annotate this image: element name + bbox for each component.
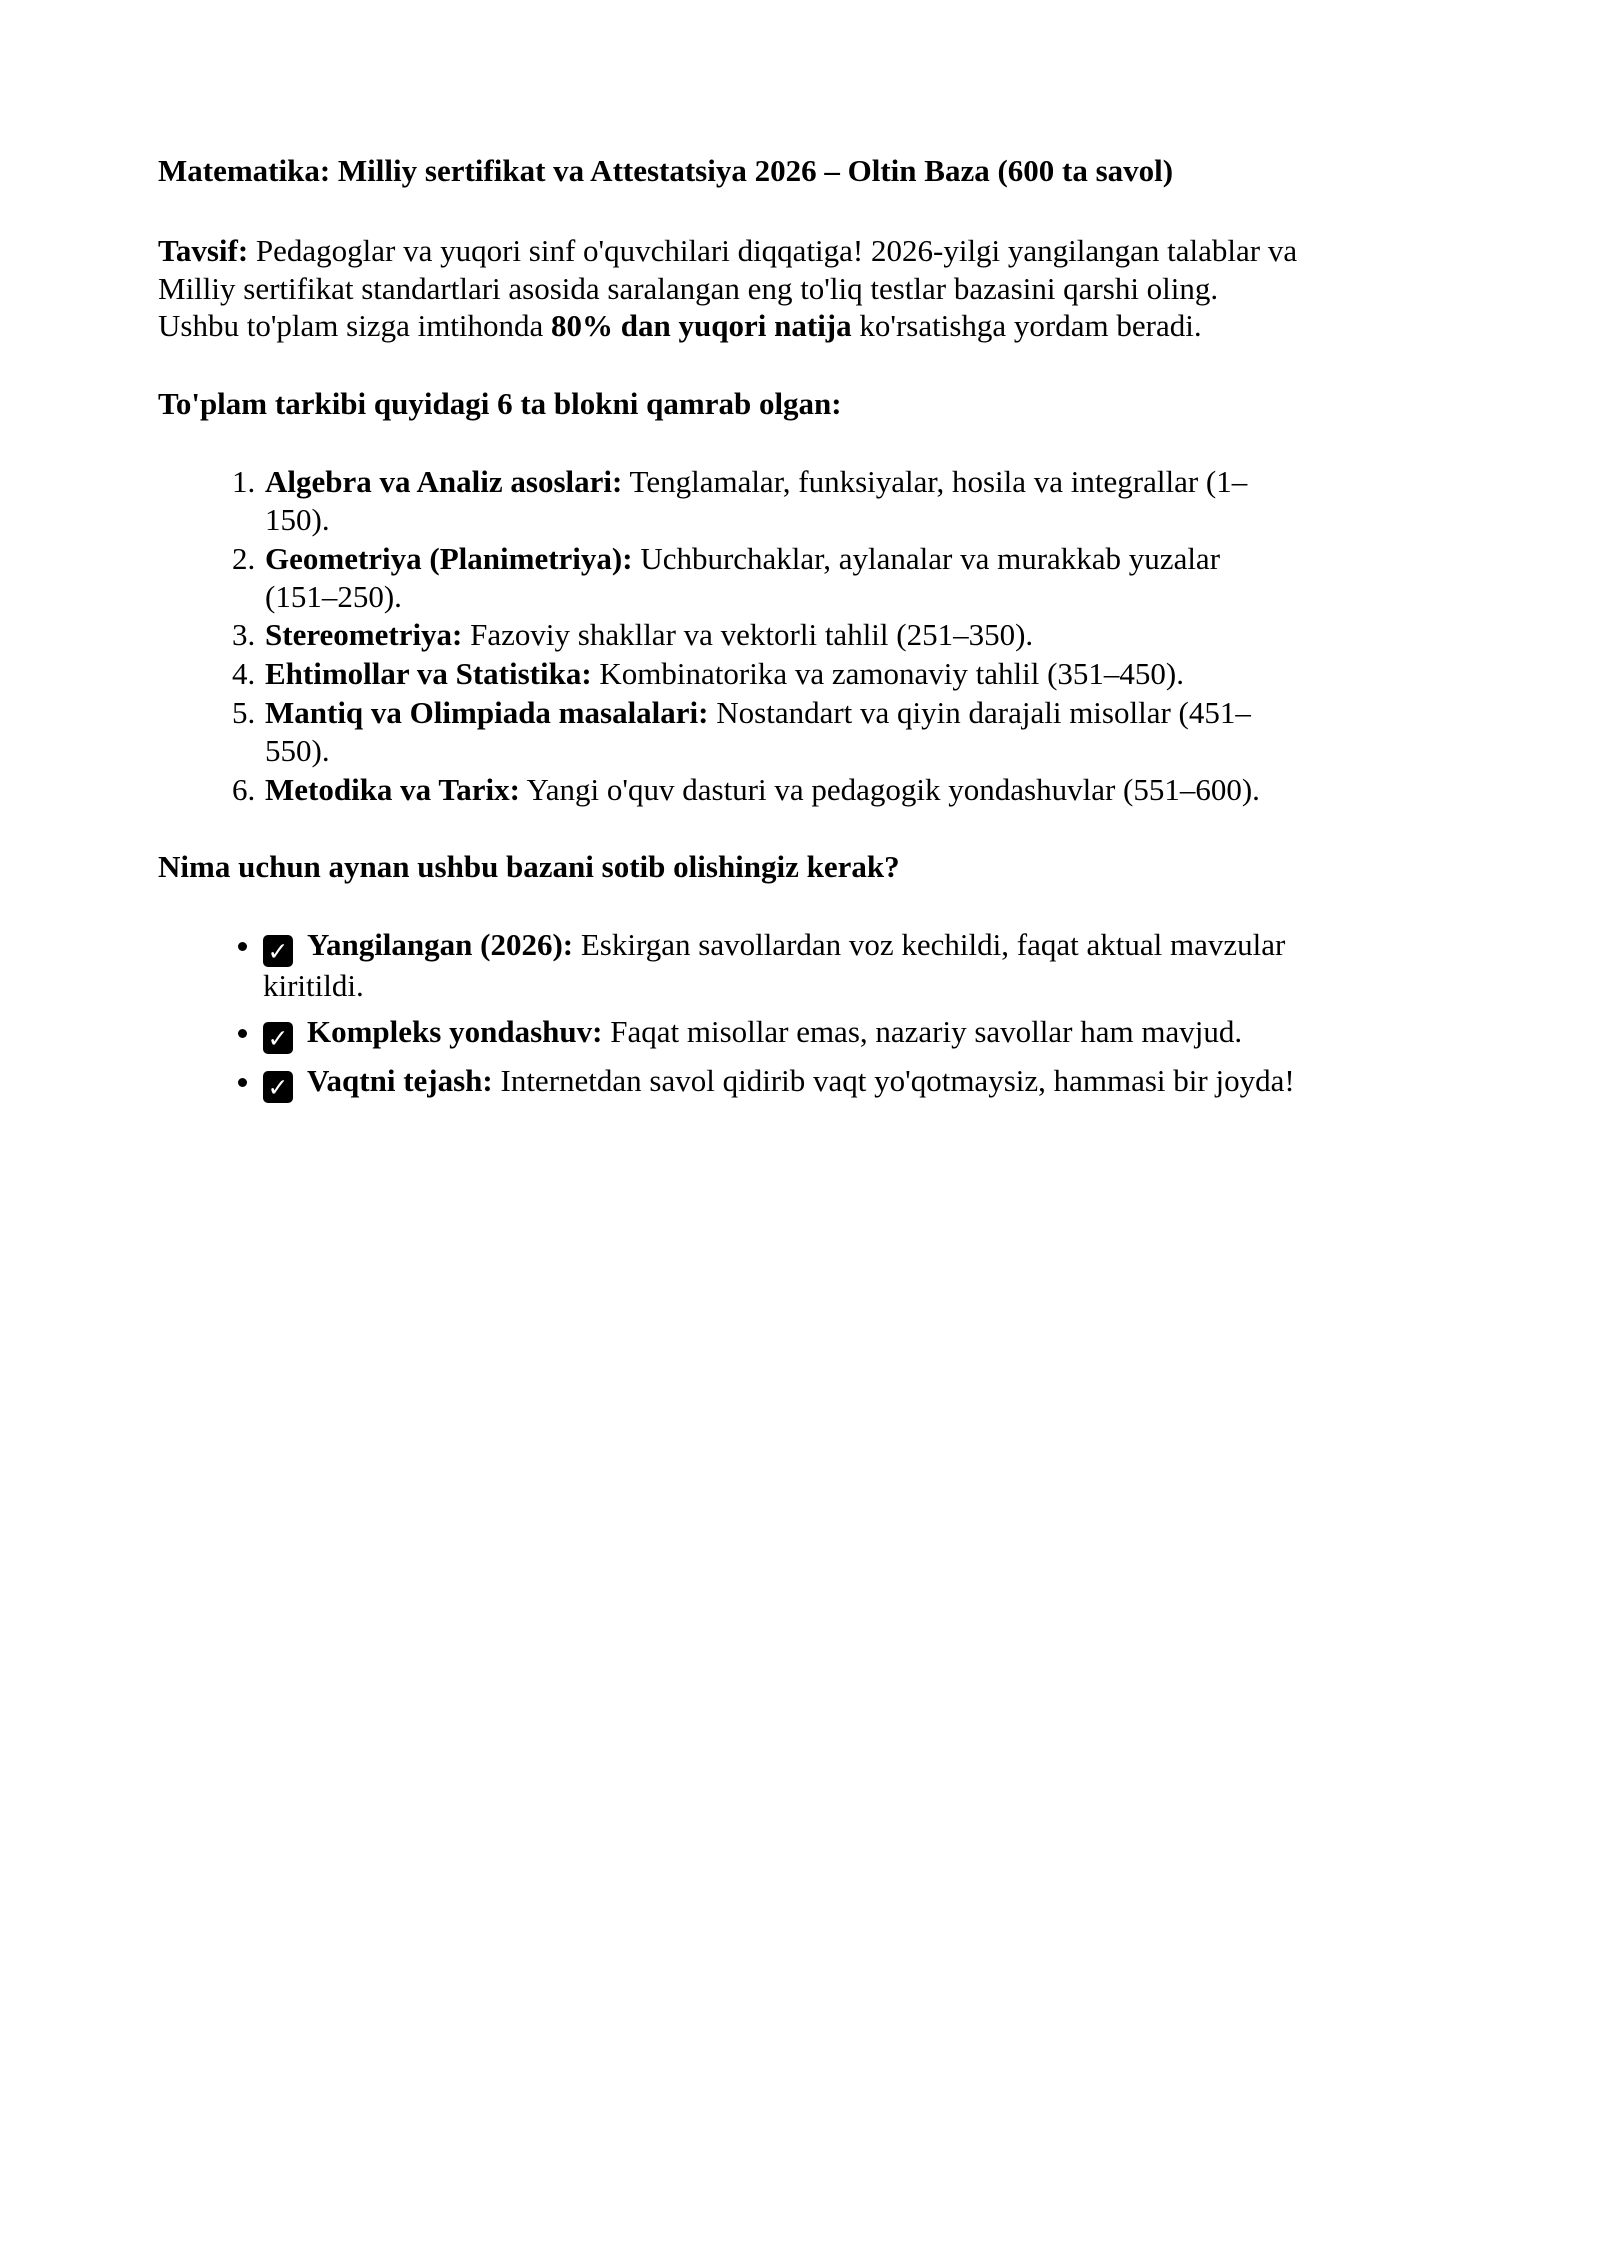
block-item-metodika [263, 771, 1300, 809]
description-text-1: Pedagoglar va yuqori sinf o'quvchilari diqqatiga! 2026-yilgi yangilangan talablar va Milliy sertifikat standartlari asosida saralangan eng to'liq testlar bazasini qarshi oling. Ushbu to'plam sizga imtihonda [158, 232, 1298, 344]
block-item-text: Tenglamalar, funksiyalar, hosila va integrallar (1–150). [265, 464, 1248, 537]
block-item-algebra [263, 463, 1300, 539]
checkmark-icon: ✓ [263, 1071, 293, 1103]
block-item-text: Kombinatorika va zamonaviy tahlil (351–450). [591, 656, 1184, 692]
benefit-item-text: Internetdan savol qidirib vaqt yo'qotmaysiz, hammasi bir joyda! [492, 1063, 1295, 1098]
benefits-list [158, 926, 1300, 1103]
block-item-label: Algebra va Analiz asoslari: [265, 464, 623, 500]
benefit-item-text: Faqat misollar emas, nazariy savollar ham mavjud. [602, 1014, 1243, 1049]
checkmark-icon: ✓ [263, 1022, 293, 1054]
benefit-item-text: Eskirgan savollardan voz kechildi, faqat aktual mavzular kiritildi. [263, 927, 1286, 1004]
block-item-text: Nostandart va qiyin darajali misollar (451–550). [265, 694, 1251, 768]
block-item-label: Metodika va Tarix: [265, 771, 520, 807]
benefit-item-label: Vaqtni tejash: [307, 1063, 493, 1098]
block-item-label: Geometriya (Planimetriya): [265, 540, 633, 576]
description-paragraph [158, 232, 1300, 345]
block-item-mantiq [263, 694, 1300, 770]
benefit-item-label: Kompleks yondashuv: [307, 1014, 603, 1049]
benefit-item-vaqtni-tejash [263, 1062, 1300, 1103]
blocks-list [158, 463, 1300, 808]
document-title: Matematika: Milliy sertifikat va Attestatsiya 2026 – Oltin Baza (600 ta savol) [158, 153, 1174, 188]
benefit-item-label: Yangilangan (2026): [307, 927, 574, 963]
description-bold-highlight: 80% dan yuqori natija [551, 308, 852, 344]
benefit-item-yangilangan [263, 926, 1300, 1005]
blocks-heading: To'plam tarkibi quyidagi 6 ta blokni qamrab olgan: [158, 386, 842, 422]
block-item-label: Mantiq va Olimpiada masalalari: [265, 694, 709, 730]
description-label: Tavsif: [158, 232, 249, 268]
block-item-label: Stereometriya: [265, 617, 463, 653]
block-item-label: Ehtimollar va Statistika: [265, 656, 592, 692]
block-item-text: Fazoviy shakllar va vektorli tahlil (251–350). [462, 617, 1034, 653]
block-item-text: Uchburchaklar, aylanalar va murakkab yuzalar (151–250). [265, 540, 1221, 614]
block-item-text: Yangi o'quv dasturi va pedagogik yondashuvlar (551–600). [519, 771, 1260, 807]
benefit-item-kompleks [263, 1013, 1300, 1054]
block-item-geometriya [263, 540, 1300, 616]
checkmark-icon: ✓ [263, 935, 293, 967]
description-text-2: ko'rsatishga yordam beradi. [851, 308, 1202, 344]
why-heading: Nima uchun aynan ushbu bazani sotib olishingiz kerak? [158, 849, 900, 885]
block-item-ehtimollar [263, 655, 1300, 693]
block-item-stereometriya [263, 616, 1300, 654]
